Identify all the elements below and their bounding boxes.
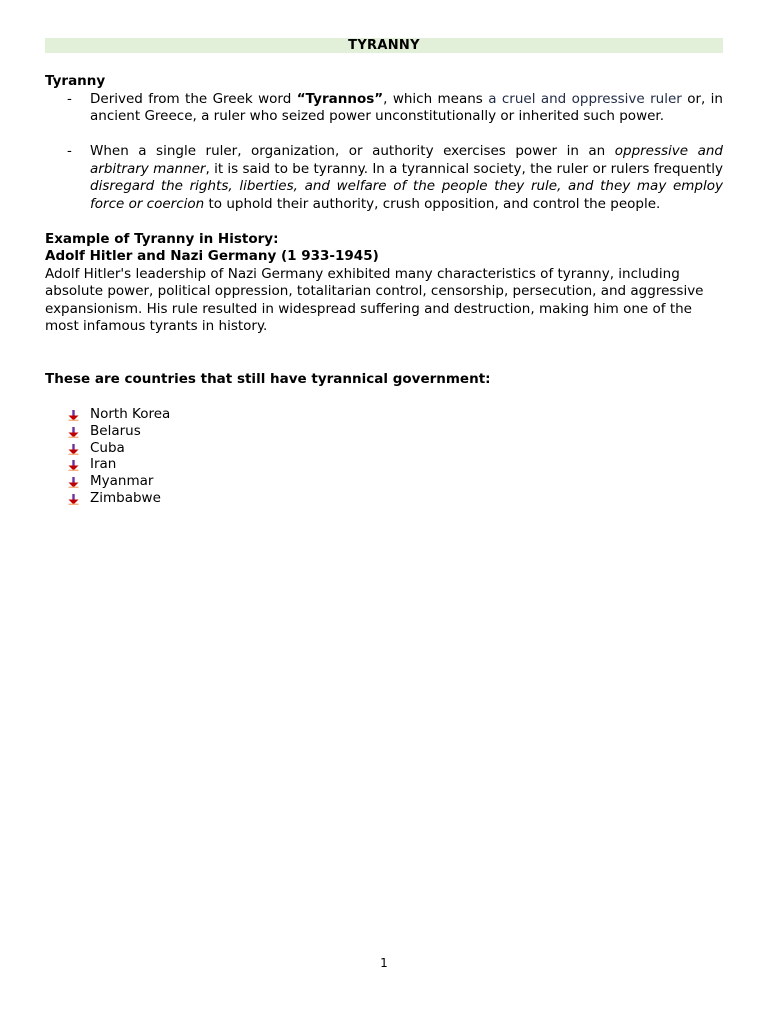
country-name: Zimbabwe — [90, 489, 161, 506]
tyranny-heading: Tyranny — [45, 73, 106, 89]
arrow-bullet-icon — [68, 460, 79, 471]
country-name: Myanmar — [90, 473, 154, 490]
origin-text-2: , which means — [383, 90, 489, 107]
meaning-text-2: , it is said to be tyranny. In a tyrannical society, the ruler or rulers frequently — [205, 160, 724, 177]
country-name: Cuba — [90, 439, 125, 456]
country-item — [45, 473, 723, 490]
country-item — [45, 423, 723, 440]
disregard-rights-phrase: disregard the rights, liberties, and welfare of the people they rule, and they may employ force or coercion — [90, 178, 723, 212]
arrow-bullet-icon — [68, 427, 79, 438]
arrow-bullet-icon — [68, 477, 79, 488]
origin-text-3: or, in ancient Greece, a ruler who seized power unconstitutionally or inherited such power. — [90, 90, 723, 124]
example-body: Adolf Hitler's leadership of Nazi Germany exhibited many characteristics of tyranny, including absolute power, political oppression, totalitarian control, censorship, persecution, and aggressive expansionism. His rule resulted in widespread suffering and destruction, making him one of the most infamous tyrants in history. — [45, 265, 704, 334]
cruel-ruler-phrase: a cruel and oppressive ruler — [488, 90, 682, 107]
arrow-bullet-icon — [68, 494, 79, 505]
country-item — [45, 406, 723, 423]
example-section — [45, 231, 723, 336]
dash-marker: - — [67, 143, 72, 159]
meaning-text-3: to uphold their authority, crush opposition, and control the people. — [204, 195, 661, 212]
document-title: TYRANNY — [45, 38, 723, 53]
origin-text-1: Derived from the Greek word — [90, 90, 297, 107]
countries-heading: These are countries that still have tyrannical government: — [45, 370, 491, 387]
oppressive-manner-phrase: oppressive and arbitrary manner — [90, 143, 724, 177]
example-heading: Example of Tyranny in History: — [45, 230, 279, 247]
country-name: North Korea — [90, 406, 171, 422]
page-number: 1 — [380, 956, 388, 970]
arrow-bullet-icon — [68, 410, 79, 421]
definition-item-meaning — [45, 143, 723, 213]
country-name: Iran — [90, 456, 117, 473]
country-list — [45, 406, 723, 507]
dash-marker: - — [67, 90, 72, 107]
country-item — [45, 456, 723, 473]
country-item — [45, 440, 723, 457]
arrow-bullet-icon — [68, 444, 79, 455]
country-name: Belarus — [90, 422, 141, 439]
definition-list — [45, 91, 723, 214]
tyrannos-term: “Tyrannos” — [296, 90, 384, 107]
example-subheading: Adolf Hitler and Nazi Germany (1 933-1945) — [45, 248, 379, 264]
meaning-text-1: When a single ruler, organization, or authority exercises power in an — [90, 143, 615, 159]
definition-item-origin — [45, 91, 723, 126]
country-item — [45, 490, 723, 507]
document-page — [45, 38, 723, 507]
